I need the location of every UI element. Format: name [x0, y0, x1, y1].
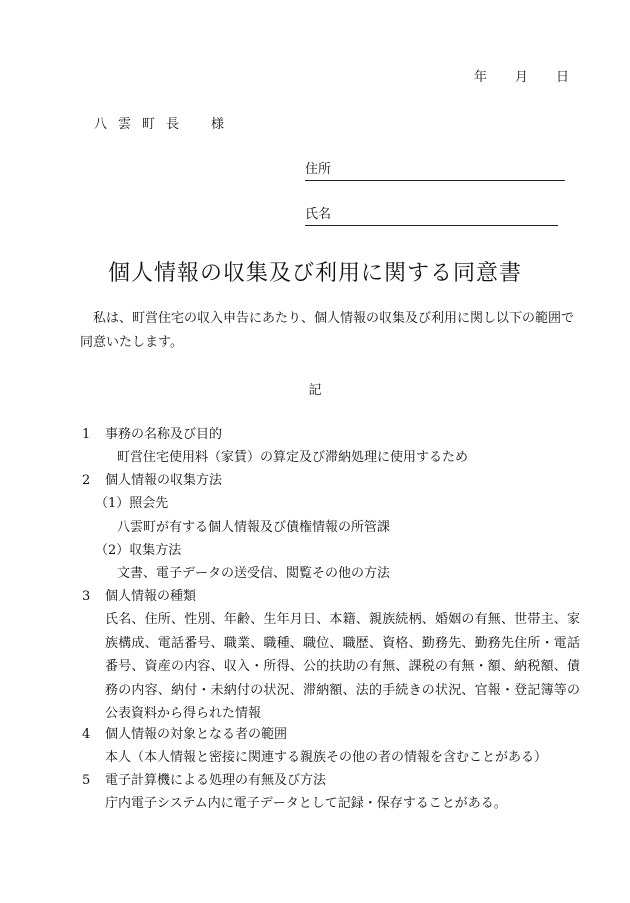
address-label: 住所: [305, 162, 332, 177]
section-number: 3: [82, 589, 91, 604]
date-day: 日: [556, 70, 570, 85]
section-2-sub1-body: 八雲町が有する個人情報及び債権情報の所管課: [117, 520, 391, 535]
intro-text: 私は、町営住宅の収入申告にあたり、個人情報の収集及び利用に関し以下の範囲で同意いたします。: [80, 311, 575, 350]
date-month: 月: [515, 70, 529, 85]
section-2-sub2-label: （2）収集方法: [95, 543, 182, 558]
name-field[interactable]: [305, 203, 331, 222]
addressee-char: 長: [166, 117, 180, 132]
address-field[interactable]: [305, 158, 331, 177]
section-heading: 個人情報の種類: [105, 589, 197, 604]
ki-heading: 記: [308, 383, 322, 398]
section-1-body: 町営住宅使用料（家賃）の算定及び滞納処理に使用するため: [117, 450, 469, 465]
addressee-char: 様: [211, 117, 225, 132]
section-2-sub1-label: （1）照会先: [95, 496, 169, 511]
section-number: 4: [82, 727, 91, 742]
section-heading: 個人情報の収集方法: [105, 473, 223, 488]
section-3-body: 氏名、住所、性別、年齢、生年月日、本籍、親族続柄、婚姻の有無、世帯主、家族構成、電話番号、職業、職種、職位、職歴、資格、勤務先、勤務先住所・電話番号、資産の内容、収入・所得、公的扶助の有無、課税の有無・額、納税額、債務の内容、納付・未納付の状況、滞納額、法的手続きの状況、官報・登記簿等の公表資料から得られた情報: [105, 612, 580, 721]
section-2-sub2-body: 文書、電子データの送受信、閲覧その他の方法: [117, 566, 391, 581]
section-number: 2: [82, 473, 91, 488]
section-number: 5: [82, 773, 91, 788]
addressee-char: 雲: [118, 117, 132, 132]
addressee-char: 八: [94, 117, 108, 132]
section-number: 1: [82, 427, 91, 442]
name-label: 氏名: [305, 207, 332, 222]
address-underline: [305, 180, 565, 181]
section-heading: 事務の名称及び目的: [105, 427, 223, 442]
section-4-body: 本人（本人情報と密接に関連する親族その他の者の情報を含むことがある）: [105, 750, 548, 765]
section-5-body: 庁内電子システム内に電子データとして記録・保存することがある。: [105, 796, 507, 811]
date-year: 年: [474, 70, 488, 85]
page-title: 個人情報の収集及び利用に関する同意書: [107, 261, 522, 286]
addressee-char: 町: [142, 117, 156, 132]
name-underline: [305, 225, 558, 226]
section-heading: 個人情報の対象となる者の範囲: [105, 727, 288, 742]
section-heading: 電子計算機による処理の有無及び方法: [105, 773, 327, 788]
intro-paragraph: [80, 307, 580, 355]
